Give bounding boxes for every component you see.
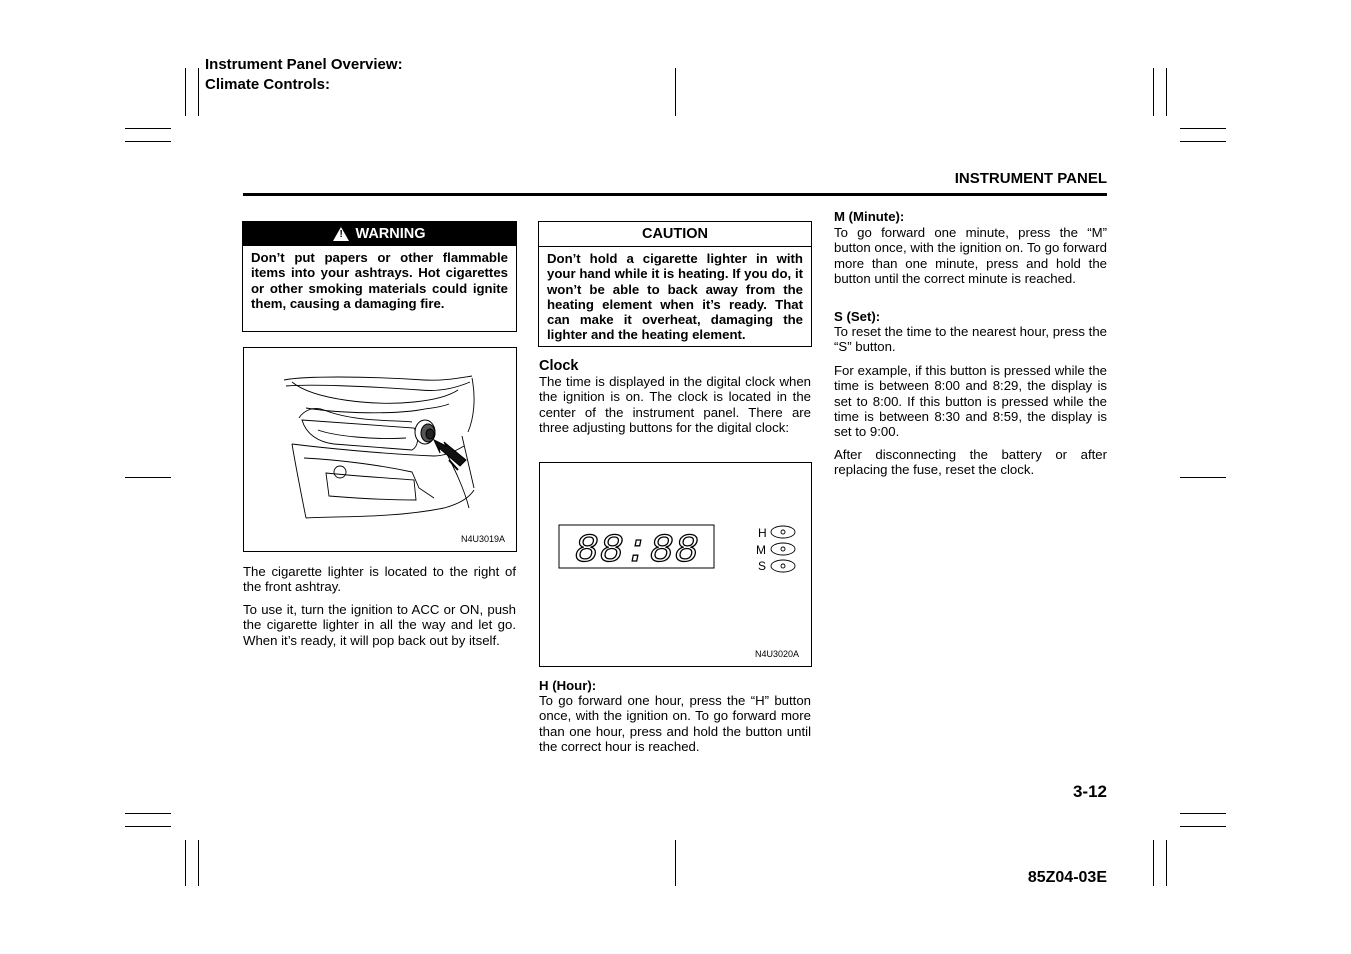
clock-display-readout: 88:88	[574, 529, 700, 574]
header-line-2: Climate Controls:	[205, 76, 331, 93]
crop-mark	[125, 477, 171, 478]
crop-mark	[1153, 840, 1154, 886]
reset-note-text: After disconnecting the battery or after replacing the fuse, reset the clock.	[834, 447, 1107, 478]
figure-cigarette-lighter	[243, 347, 517, 552]
crop-mark	[198, 68, 199, 116]
crop-mark	[1180, 141, 1226, 142]
warning-text: Don’t put papers or other flammable items into your ashtrays. Hot cigarettes or other smoking materials could ignite them, causing a damaging fire.	[251, 250, 508, 311]
hour-title: H (Hour):	[539, 678, 597, 693]
lighter-usage-text: To use it, turn the ignition to ACC or ON, push the cigarette lighter in all the way and let go. When it’s ready, it will pop back out by itself.	[243, 602, 516, 648]
button-s-label: S	[758, 559, 767, 573]
header-rule	[243, 193, 1107, 196]
set-title: S (Set):	[834, 309, 881, 324]
minute-title: M (Minute):	[834, 209, 905, 224]
crop-mark	[125, 128, 171, 129]
lighter-location-text: The cigarette lighter is located to the right of the front ashtray.	[243, 564, 516, 595]
clock-intro-text: The time is displayed in the digital clock when the ignition is on. The clock is located in the center of the instrument panel. There are three adjusting buttons for the digital clock:	[539, 374, 811, 435]
header-line-1: Instrument Panel Overview:	[205, 56, 403, 73]
section-title: INSTRUMENT PANEL	[954, 170, 1107, 187]
crop-mark	[185, 840, 186, 886]
caution-header: CAUTION	[539, 222, 811, 247]
figure-code: N4U3019A	[461, 534, 506, 544]
figure-digital-clock	[539, 462, 812, 667]
crop-mark	[1153, 68, 1154, 116]
warning-header	[243, 222, 516, 246]
crop-mark	[1180, 826, 1226, 827]
crop-mark	[185, 68, 186, 116]
button-h-label: H	[758, 526, 767, 540]
set-text: To reset the time to the nearest hour, press the “S” button.	[834, 324, 1107, 355]
crop-mark	[675, 840, 676, 886]
minute-text: To go forward one minute, press the “M” button once, with the ignition on. To go forward more than one minute, press and hold the button until the correct minute is reached.	[834, 225, 1107, 286]
clock-heading: Clock	[539, 358, 579, 374]
caution-box	[538, 221, 812, 347]
warning-triangle-icon: !	[333, 227, 349, 241]
crop-mark	[198, 840, 199, 886]
crop-mark	[675, 68, 676, 116]
caution-text: Don’t hold a cigarette lighter in with your hand while it is heating. If you do, it won’t be able to back away from the heating element when it’s ready. That can make it overheat, damaging the lighter and the heating element.	[547, 251, 803, 343]
page-number: 3-12	[1072, 782, 1107, 801]
document-code: 85Z04-03E	[1027, 869, 1107, 886]
warning-box	[242, 221, 517, 332]
crop-mark	[125, 141, 171, 142]
crop-mark	[1180, 128, 1226, 129]
digital-clock-illustration	[540, 463, 811, 666]
crop-mark	[125, 813, 171, 814]
crop-mark	[1180, 477, 1226, 478]
crop-mark	[1166, 68, 1167, 116]
crop-mark	[1166, 840, 1167, 886]
hour-text: To go forward one hour, press the “H” button once, with the ignition on. To go forward more than one hour, press and hold the button until the correct hour is reached.	[539, 693, 811, 754]
crop-mark	[1180, 813, 1226, 814]
figure-code: N4U3020A	[755, 649, 800, 659]
running-header	[205, 55, 403, 95]
crop-mark	[125, 826, 171, 827]
warning-title: WARNING	[355, 226, 426, 242]
example-text: For example, if this button is pressed while the time is between 8:00 and 8:29, the display is set to 8:00. If this button is pressed while the time is between 8:30 and 8:59, the display is set to 9:00.	[834, 363, 1107, 440]
button-m-label: M	[756, 543, 766, 557]
cigarette-lighter-illustration	[244, 348, 516, 551]
